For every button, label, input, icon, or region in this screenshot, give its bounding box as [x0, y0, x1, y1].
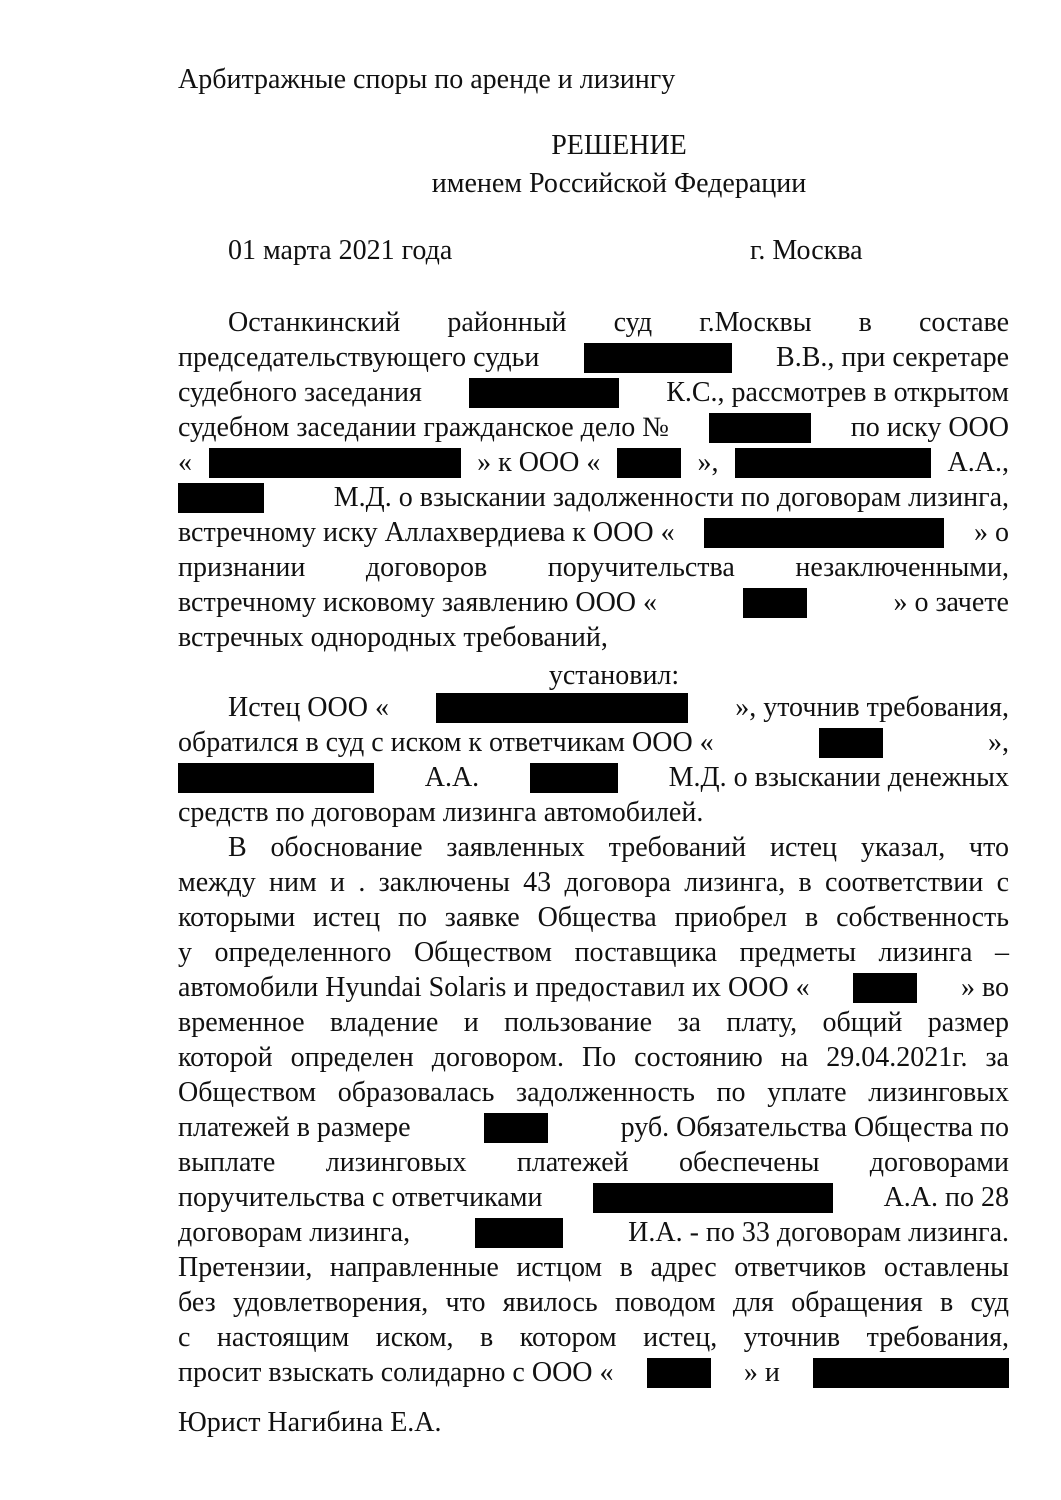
- text-line: [178, 1215, 1009, 1250]
- text-run: встречных однородных требований,: [178, 622, 608, 653]
- text-run: председательствующего судьи: [178, 342, 540, 373]
- text-run: »,: [987, 727, 1009, 758]
- text-run: которыми истец по заявке Общества приобрел в собственность: [178, 902, 1009, 933]
- text-run: » и: [743, 1357, 780, 1388]
- redaction-block: [593, 1183, 833, 1213]
- redaction-block: [475, 1218, 563, 1248]
- redaction-block: [178, 763, 374, 793]
- text-run: «: [178, 447, 192, 478]
- text-run: автомобили Hyundai Solaris и предоставил их ООО «: [178, 972, 810, 1003]
- text-run: А.А.: [424, 762, 480, 793]
- footer-author: Юрист Нагибина Е.А.: [178, 1407, 442, 1438]
- text-run: судебном заседании гражданское дело №: [178, 412, 669, 443]
- text-line: [178, 900, 1009, 935]
- text-line: [178, 865, 1009, 900]
- redaction-block: [704, 518, 944, 548]
- text-line: [178, 1355, 1009, 1390]
- decision-date: 01 марта 2021 года: [228, 235, 453, 266]
- text-run: »,: [697, 447, 719, 478]
- text-run: поручительства с ответчиками: [178, 1182, 543, 1213]
- text-line: [178, 1110, 1009, 1145]
- text-run: А.А. по 28: [883, 1182, 1009, 1213]
- redaction-block: [813, 1358, 1009, 1388]
- text-run: обратился в суд с иском к ответчикам ООО «: [178, 727, 714, 758]
- redaction-block: [853, 973, 917, 1003]
- redaction-block: [178, 483, 264, 513]
- document-subtitle: именем Российской Федерации: [431, 168, 807, 199]
- text-line: [178, 585, 1009, 620]
- text-run: », уточнив требования,: [735, 692, 1009, 723]
- text-run: » о: [973, 517, 1009, 548]
- text-run: признании договоров поручительства незаключенными,: [178, 552, 1009, 583]
- text-line: [178, 1145, 1009, 1180]
- header-note: Арбитражные споры по аренде и лизингу: [178, 64, 676, 95]
- text-line: [178, 760, 1009, 795]
- text-line: [178, 340, 1009, 375]
- text-run: по иску ООО: [850, 412, 1009, 443]
- redaction-block: [709, 413, 811, 443]
- text-line: [178, 375, 1009, 410]
- text-line: [178, 795, 1009, 830]
- text-run: просит взыскать солидарно с ООО «: [178, 1357, 614, 1388]
- text-run: платежей в размере: [178, 1112, 411, 1143]
- text-run: » к ООО «: [477, 447, 601, 478]
- redaction-block: [436, 693, 688, 723]
- redaction-block: [484, 1113, 548, 1143]
- text-run: между ним и . заключены 43 договора лизинга, в соответствии с: [178, 867, 1009, 898]
- text-line: [228, 305, 1009, 340]
- text-line: [178, 480, 1009, 515]
- redaction-block: [743, 588, 807, 618]
- text-line: [178, 1320, 1009, 1355]
- redaction-block: [647, 1358, 711, 1388]
- text-run: которой определен договором. По состоянию на 29.04.2021г. за: [178, 1042, 1009, 1073]
- text-run: без удовлетворения, что явилось поводом для обращения в суд: [178, 1287, 1009, 1318]
- text-run: Останкинский районный суд г.Москвы в составе: [228, 307, 1009, 338]
- redaction-block: [469, 378, 619, 408]
- text-run: Претензии, направленные истцом в адрес ответчиков оставлены: [178, 1252, 1009, 1283]
- text-run: средств по договорам лизинга автомобилей.: [178, 797, 704, 828]
- text-run: М.Д. о взыскании задолженности по договорам лизинга,: [333, 482, 1009, 513]
- text-run: К.С., рассмотрев в открытом: [666, 377, 1009, 408]
- redaction-block: [209, 448, 461, 478]
- redaction-block: [617, 448, 681, 478]
- text-run: с настоящим иском, в котором истец, уточнив требования,: [178, 1322, 1009, 1353]
- text-run: И.А. - по 33 договорам лизинга.: [628, 1217, 1009, 1248]
- redaction-block: [584, 343, 732, 373]
- text-run: » о зачете: [893, 587, 1009, 618]
- text-line: [178, 1005, 1009, 1040]
- redaction-block: [735, 448, 931, 478]
- text-run: договорам лизинга,: [178, 1217, 411, 1248]
- text-line: [178, 445, 1009, 480]
- text-line: [178, 725, 1009, 760]
- text-run: А.А.,: [947, 447, 1009, 478]
- text-run: судебного заседания: [178, 377, 422, 408]
- text-line: [178, 1040, 1009, 1075]
- text-run: временное владение и пользование за плату, общий размер: [178, 1007, 1009, 1038]
- text-run: » во: [960, 972, 1009, 1003]
- established-heading: установил:: [548, 660, 680, 691]
- text-line: [178, 515, 1009, 550]
- text-line: [178, 1180, 1009, 1215]
- text-run: выплате лизинговых платежей обеспечены договорами: [178, 1147, 1009, 1178]
- text-run: В обоснование заявленных требований истец указал, что: [228, 832, 1009, 863]
- document-title: РЕШЕНИЕ: [551, 130, 687, 161]
- text-line: [228, 690, 1009, 725]
- text-line: [228, 830, 1009, 865]
- text-run: М.Д. о взыскании денежных: [668, 762, 1009, 793]
- text-line: [178, 550, 1009, 585]
- redaction-block: [530, 763, 618, 793]
- text-line: [178, 935, 1009, 970]
- text-run: у определенного Обществом поставщика предметы лизинга –: [178, 937, 1009, 968]
- text-run: встречному исковому заявлению ООО «: [178, 587, 658, 618]
- text-run: В.В., при секретаре: [776, 342, 1009, 373]
- decision-city: г. Москва: [750, 235, 863, 266]
- text-run: встречному иску Аллахвердиева к ООО «: [178, 517, 675, 548]
- text-run: Обществом образовалась задолженность по уплате лизинговых: [178, 1077, 1009, 1108]
- text-run: руб. Обязательства Общества по: [620, 1112, 1009, 1143]
- text-run: Истец ООО «: [228, 692, 389, 723]
- text-line: [178, 970, 1009, 1005]
- text-line: [178, 1075, 1009, 1110]
- redaction-block: [819, 728, 883, 758]
- text-line: [178, 410, 1009, 445]
- text-line: [178, 1285, 1009, 1320]
- text-line: [178, 620, 1009, 655]
- text-line: [178, 1250, 1009, 1285]
